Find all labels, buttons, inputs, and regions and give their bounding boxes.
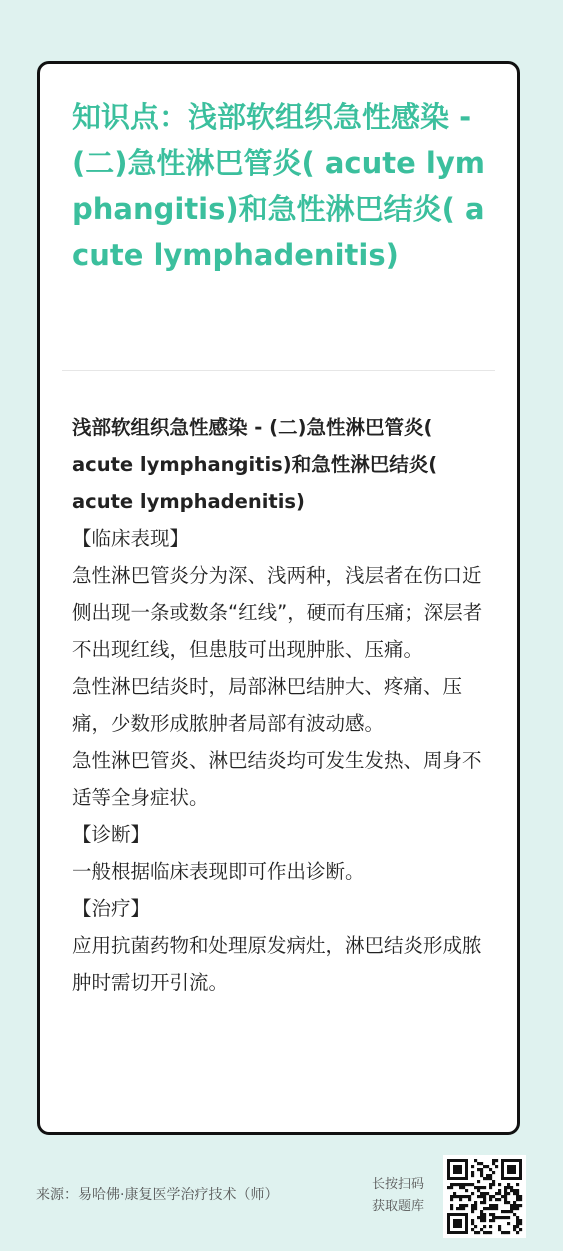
- footer: [0, 1150, 563, 1251]
- source-text: 来源：易哈佛·康复医学治疗技术（师）: [36, 1187, 279, 1203]
- paragraph-clinical-3: 急性淋巴管炎、淋巴结炎均可发生发热、周身不适等全身症状。: [72, 749, 482, 809]
- scan-hint: [372, 1174, 424, 1218]
- paragraph-clinical-2: 急性淋巴结炎时，局部淋巴结肿大、疼痛、压痛，少数形成脓肿者局部有波动感。: [72, 675, 463, 735]
- scan-hint-line-2: 获取题库: [372, 1199, 425, 1214]
- article-subtitle: 浅部软组织急性感染 - (二)急性淋巴管炎( acute lymphangitis)和急性淋巴结炎( acute lymphadenitis): [72, 416, 438, 513]
- divider: [62, 370, 495, 371]
- qr-code-icon[interactable]: [443, 1155, 526, 1238]
- paragraph-treatment: 应用抗菌药物和处理原发病灶，淋巴结炎形成脓肿时需切开引流。: [72, 934, 482, 994]
- section-heading-diagnosis: 【诊断】: [72, 823, 151, 846]
- article-body: [72, 409, 497, 1001]
- scan-hint-line-1: 长按扫码: [372, 1177, 425, 1192]
- paragraph-diagnosis: 一般根据临床表现即可作出诊断。: [72, 860, 365, 883]
- section-heading-treatment: 【治疗】: [72, 897, 151, 920]
- knowledge-card: [37, 61, 520, 1135]
- section-heading-clinical: 【临床表现】: [72, 527, 190, 550]
- paragraph-clinical-1: 急性淋巴管炎分为深、浅两种，浅层者在伤口近侧出现一条或数条“红线”，硬而有压痛；深层者不出现红线，但患肢可出现肿胀、压痛。: [72, 564, 483, 661]
- qr-code-graphic: [443, 1155, 526, 1238]
- page-title: 知识点：浅部软组织急性感染 - (二)急性淋巴管炎( acute lymphangitis)和急性淋巴结炎( acute lymphadenitis): [72, 100, 485, 272]
